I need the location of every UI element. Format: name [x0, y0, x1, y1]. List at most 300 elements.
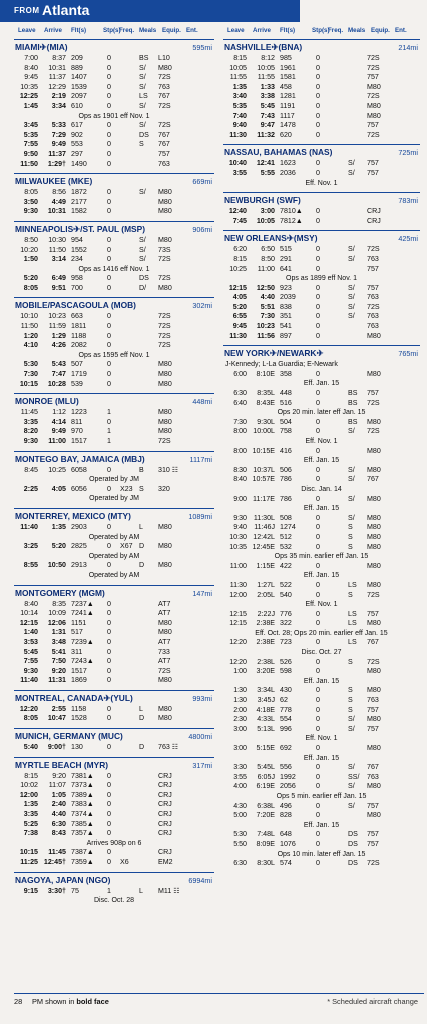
stops: 0	[316, 705, 320, 714]
schedule-note: Ops 35 min. earlier eff Jan. 15	[274, 553, 369, 561]
flight-number: 7812▲	[280, 216, 303, 225]
schedule-note: Disc. Jan. 14	[301, 485, 342, 493]
equipment: M80	[158, 704, 172, 713]
flight-row	[223, 802, 420, 812]
stops: 0	[316, 609, 320, 618]
meals: LS	[348, 580, 357, 589]
flight-row	[223, 64, 420, 74]
stops: 0	[107, 370, 111, 379]
stops: 0	[316, 168, 320, 177]
stops: 0	[316, 619, 320, 628]
meals: DS	[139, 130, 149, 139]
equipment: 757	[158, 149, 170, 158]
footer-rule	[14, 993, 424, 994]
flight-number: 811	[71, 417, 83, 426]
flight-number: 1961	[280, 63, 296, 72]
flight-number: 297	[71, 149, 83, 158]
flight-number: 700	[71, 283, 83, 292]
arrive-time: 3:34	[51, 101, 66, 110]
schedule-note: Operated by AM	[88, 571, 140, 579]
schedule-note: Ops as 1416 eff Nov. 1	[78, 265, 150, 273]
stops: 1	[107, 886, 111, 895]
flight-row	[223, 830, 420, 840]
meals: S	[348, 705, 353, 714]
leave-time: 9:45	[232, 322, 247, 331]
stops: 0	[316, 494, 320, 503]
stops: 0	[107, 235, 111, 244]
schedule-note: J-Kennedy; L-La Guardia; E-Newark	[225, 361, 338, 369]
header-ent: Ent.	[186, 27, 198, 34]
stops: 0	[107, 322, 111, 331]
equipment: M80	[158, 283, 172, 292]
stops: 0	[107, 676, 111, 685]
destination-section	[14, 297, 214, 389]
leave-time: 12:15	[229, 619, 247, 628]
equipment: 72S	[158, 331, 171, 340]
stops: 0	[107, 159, 111, 168]
flight-row	[14, 83, 214, 93]
arrive-time: 4:49	[51, 197, 66, 206]
equipment: M80	[367, 101, 381, 110]
destination-distance: 425mi	[398, 234, 418, 244]
arrive-time: 10:47	[47, 714, 66, 723]
leave-time: 3:55	[233, 772, 247, 781]
flight-row	[223, 83, 420, 93]
arrive-time: 10:30	[48, 235, 66, 244]
leave-time: 12:40	[228, 207, 247, 216]
arrive-time: 2:40	[51, 800, 66, 809]
flight-row	[223, 610, 420, 620]
meals: LS	[348, 638, 357, 647]
destination-header	[14, 174, 214, 188]
flight-row	[223, 811, 420, 821]
equipment: 757	[367, 121, 379, 130]
equipment: AT7	[158, 657, 171, 666]
equipment: M80	[158, 370, 172, 379]
leave-time: 5:45	[23, 647, 38, 656]
header-equip: Equip.	[162, 27, 181, 34]
leave-time: 3:53	[23, 637, 38, 646]
flight-row	[14, 628, 214, 638]
equipment: 757	[367, 159, 379, 168]
equipment: 72S	[367, 54, 380, 62]
stops: 0	[316, 657, 320, 666]
leave-time: 5:30	[23, 360, 38, 369]
stops: 0	[107, 781, 111, 790]
equipment: 757	[367, 609, 379, 618]
flight-row	[14, 370, 214, 380]
destination-section	[223, 345, 420, 868]
flight-row	[223, 543, 420, 553]
meals: S/	[139, 255, 146, 264]
meals: S/	[348, 763, 355, 772]
arrive-time: 8:35L	[257, 389, 275, 398]
leave-time: 11:30	[229, 331, 247, 340]
flight-number: 1478	[280, 121, 296, 130]
meals: BS	[348, 398, 358, 407]
stops: 0	[316, 245, 320, 254]
stops: 0	[107, 73, 111, 82]
flight-number: 6058	[71, 465, 87, 474]
equipment: 72S	[158, 437, 171, 445]
meals: DS	[348, 839, 358, 848]
leave-time: 10:35	[229, 542, 247, 551]
destination-header	[14, 758, 214, 772]
leave-time: 4:00	[233, 782, 247, 791]
arrive-time: 7:50	[51, 657, 66, 666]
flight-number: 838	[280, 302, 292, 311]
destination-distance: 1117mi	[189, 454, 212, 464]
stops: 0	[316, 724, 320, 733]
flight-number: 507	[71, 360, 83, 369]
equipment: 757	[367, 73, 379, 82]
arrive-time: 10:00L	[253, 427, 275, 436]
leave-time: 5:30	[233, 830, 247, 839]
equipment: 763	[158, 82, 170, 91]
meals: S/	[348, 245, 355, 254]
flight-number: 2913	[71, 561, 87, 570]
leave-time: 1:20	[23, 331, 38, 340]
stops: 0	[316, 264, 320, 273]
flight-number: 7383▲	[71, 800, 94, 809]
arrive-time: 9:20	[51, 666, 66, 675]
equipment: 72S	[367, 657, 380, 666]
equipment: 767	[158, 140, 170, 149]
meals: B	[139, 465, 144, 474]
meals: D	[139, 714, 145, 723]
arrive-time: 6:30	[51, 819, 66, 828]
arrive-time: 1:27L	[257, 580, 275, 589]
arrive-time: 10:09	[48, 609, 66, 618]
flight-row	[14, 131, 214, 141]
stops: 0	[316, 772, 320, 781]
stops: 0	[107, 207, 111, 216]
equipment: M80	[158, 714, 172, 723]
meals: S	[348, 590, 353, 599]
flight-number: 1117	[280, 111, 295, 120]
stops: 0	[316, 63, 320, 72]
arrive-time: 9:30L	[257, 417, 275, 426]
equipment: M80	[158, 207, 172, 216]
leave-time: 1:30	[233, 696, 247, 705]
meals: S/	[348, 283, 355, 292]
leave-time: 6:00	[233, 369, 247, 378]
flight-row	[223, 686, 420, 696]
stops: 0	[316, 130, 320, 139]
destination-distance: 214mi	[398, 43, 418, 52]
leave-time: 3:50	[23, 197, 38, 206]
flight-number: 448	[280, 389, 292, 398]
arrive-time: 9:20	[52, 771, 66, 780]
arrive-time: 8:30L	[257, 859, 275, 868]
destination-name: MILWAUKEE (MKE)	[15, 176, 93, 187]
stops: 0	[316, 532, 320, 541]
equipment: 767	[158, 92, 170, 101]
leave-time: 12:20	[19, 704, 38, 713]
schedule-note: Eff. Nov. 1	[305, 179, 338, 187]
stops: 0	[316, 811, 320, 820]
equipment: 763	[367, 254, 379, 263]
flight-row	[223, 658, 420, 668]
flight-row	[223, 725, 420, 735]
destination-section	[14, 508, 214, 581]
stops: 0	[316, 82, 320, 91]
arrive-time: 10:31	[48, 63, 66, 72]
stops: 0	[107, 599, 111, 608]
schedule-note: Operated by AM	[88, 552, 140, 560]
meals: S/	[348, 159, 355, 168]
stops: 0	[316, 159, 320, 168]
stops: 0	[316, 561, 320, 570]
flight-row	[14, 810, 214, 820]
flight-number: 416	[280, 446, 292, 455]
flight-row	[14, 705, 214, 715]
flight-row	[14, 619, 214, 629]
leave-time: 8:15	[233, 254, 247, 263]
header-meals: Meals	[139, 27, 157, 34]
flight-row	[14, 437, 214, 447]
equipment: M80	[158, 542, 172, 551]
schedule-note: Eff. Jan. 15	[303, 754, 340, 762]
stops: 0	[107, 819, 111, 828]
leave-time: 5:35	[23, 130, 38, 139]
schedule-note: Eff. Jan. 15	[303, 380, 340, 388]
arrive-time: 2:22J	[257, 609, 275, 618]
flight-row	[14, 466, 214, 476]
equipment: M80	[367, 446, 381, 455]
meals: S/	[348, 427, 355, 436]
header-freq: Freq.	[119, 27, 135, 34]
leave-time: 1:00	[233, 667, 247, 676]
meals: S/	[348, 302, 355, 311]
equipment: CRJ	[158, 810, 172, 819]
frequency: X23	[120, 484, 133, 493]
stops: 0	[107, 360, 111, 369]
flight-number: 1076	[280, 839, 296, 848]
meals: BS	[139, 54, 149, 62]
arrive-time: 3:14	[51, 255, 66, 264]
flight-row	[14, 121, 214, 131]
pm-note	[32, 997, 109, 1006]
flight-number: 209	[71, 54, 83, 62]
stops: 0	[107, 628, 111, 637]
stops: 0	[107, 647, 111, 656]
header-arrive: Arrive	[44, 27, 62, 34]
leave-time: 4:10	[23, 341, 38, 350]
arrive-time: 7:30	[260, 312, 275, 321]
stops: 0	[316, 207, 320, 216]
schedule-note: Operated by JM	[89, 476, 139, 484]
arrive-time: 6:49	[51, 274, 66, 283]
leave-time: 11:50	[20, 322, 38, 331]
leave-time: 6:30	[233, 389, 247, 398]
flight-number: 778	[280, 705, 292, 714]
stops: 0	[316, 398, 320, 407]
meals: DS	[139, 274, 149, 283]
leave-time: 12:15	[228, 283, 247, 292]
equipment: M80	[367, 465, 381, 474]
flight-row	[14, 418, 214, 428]
flight-number: 758	[280, 427, 292, 436]
flight-number: 1191	[280, 101, 296, 110]
flight-number: 522	[280, 580, 292, 589]
arrive-time: 5:33	[51, 121, 66, 130]
flight-row	[14, 800, 214, 810]
equipment: M80	[158, 360, 172, 369]
arrive-time: 8:50	[261, 254, 275, 263]
flight-number: 517	[71, 628, 83, 637]
leave-time: 10:40	[228, 159, 247, 168]
leave-time: 1:30	[233, 686, 247, 695]
equipment: M80	[367, 111, 381, 120]
schedule-note: Eff. Jan. 15	[303, 677, 340, 685]
equipment: 757	[367, 264, 379, 273]
stops: 0	[107, 609, 111, 618]
destination-distance: 669mi	[192, 177, 212, 187]
flight-row	[14, 561, 214, 571]
equipment: CRJ	[367, 207, 381, 216]
flight-row	[14, 427, 214, 437]
meals: S/	[348, 782, 355, 791]
flight-row	[223, 744, 420, 754]
equipment: EM2	[158, 858, 173, 866]
stops: 0	[316, 523, 320, 532]
stops: 0	[107, 743, 111, 752]
flight-row	[223, 284, 420, 294]
stops: 0	[107, 197, 111, 206]
destination-section	[223, 192, 420, 226]
leave-time: 5:35	[232, 101, 247, 110]
flight-row	[223, 399, 420, 409]
flight-row	[223, 859, 420, 869]
arrive-time: 6:19E	[256, 782, 275, 791]
destination-distance: 4800mi	[188, 732, 212, 742]
meals: S	[348, 686, 353, 695]
stops: 0	[107, 379, 111, 388]
arrive-time: 5:45	[260, 101, 275, 110]
arrive-time: 2:05L	[257, 590, 275, 599]
equipment: 72S	[367, 92, 380, 101]
stops: 0	[107, 771, 111, 780]
stops: 0	[316, 590, 320, 599]
flight-number: 1407	[71, 73, 87, 82]
leave-time: 5:40	[23, 743, 38, 752]
flight-number: 1151	[71, 618, 87, 627]
flight-row	[223, 92, 420, 102]
flight-row	[14, 791, 214, 801]
destination-section	[14, 451, 214, 504]
flight-number: 291	[280, 254, 292, 263]
arrive-time: 10:23	[48, 312, 66, 321]
arrive-time: 8:56	[52, 188, 66, 197]
flight-number: 954	[71, 235, 83, 244]
equipment: 757	[367, 705, 379, 714]
meals: S/	[139, 101, 146, 110]
destination-name: NEW YORK✈/NEWARK✈	[224, 348, 324, 359]
flight-row	[14, 380, 214, 390]
header-stops: Stp(s)	[103, 27, 121, 34]
stops: 1	[107, 427, 111, 436]
arrive-time: 3:20E	[256, 667, 275, 676]
flight-number: 7239▲	[71, 637, 94, 646]
destination-header	[14, 452, 214, 466]
equipment: M80	[367, 667, 381, 676]
flight-number: 902	[71, 130, 83, 139]
destination-section	[14, 39, 214, 169]
stops: 0	[316, 859, 320, 868]
equipment: M80	[158, 188, 172, 197]
flight-number: 422	[280, 561, 292, 570]
flight-row	[14, 341, 214, 351]
stops: 0	[316, 465, 320, 474]
flight-number: 516	[280, 398, 292, 407]
arrive-time: 11:17E	[253, 494, 275, 503]
header-ent: Ent.	[395, 27, 407, 34]
stops: 0	[107, 484, 111, 493]
destination-section	[223, 39, 420, 140]
stops: 0	[107, 101, 111, 110]
arrive-time: 12:50	[256, 283, 275, 292]
flight-number: 996	[280, 724, 292, 733]
arrive-time: 1:12	[52, 408, 66, 417]
flight-number: 7359▲	[71, 858, 94, 866]
flight-row	[14, 246, 214, 256]
destination-section	[14, 393, 214, 446]
flight-number: 1552	[71, 245, 87, 254]
destination-distance: 147mi	[192, 588, 212, 598]
meals: D	[139, 561, 145, 570]
equipment: 72S	[158, 73, 171, 82]
flight-row	[14, 858, 214, 868]
stops: 0	[107, 465, 111, 474]
flight-number: 7389▲	[71, 790, 94, 799]
destination-header	[223, 231, 420, 245]
flight-number: 7385▲	[71, 819, 94, 828]
arrive-time: 4:14	[51, 417, 66, 426]
stops: 0	[316, 542, 320, 551]
meals: DS	[348, 830, 358, 839]
arrive-time: 12:06	[47, 618, 66, 627]
schedule-note: Eff. Oct. 28; Ops 20 min. earlier eff Jan. 15	[255, 629, 388, 637]
flight-row	[223, 773, 420, 783]
meals: S	[139, 484, 144, 493]
equipment: M80	[367, 494, 381, 503]
equipment: M80	[158, 561, 172, 570]
flight-row	[14, 648, 214, 658]
frequency: X67	[120, 542, 133, 551]
leave-time: 2:25	[23, 484, 38, 493]
stops: 0	[107, 417, 111, 426]
stops: 0	[316, 696, 320, 705]
equipment: CRJ	[367, 216, 381, 225]
equipment: M80	[158, 427, 172, 436]
flight-row	[14, 274, 214, 284]
flight-number: 776	[280, 609, 292, 618]
arrive-time: 10:50	[47, 561, 66, 570]
flight-row	[223, 447, 420, 457]
equipment: M80	[367, 811, 381, 820]
flight-number: 504	[280, 417, 292, 426]
flight-number: 598	[280, 667, 292, 676]
flight-row	[14, 485, 214, 495]
arrive-time: 1:29†	[47, 159, 66, 168]
leave-time: 9:30	[23, 437, 38, 445]
stops: 0	[316, 302, 320, 311]
schedule-note: Disc. Oct. 28	[93, 897, 135, 905]
flight-number: 1811	[71, 322, 87, 331]
schedule-note: Ops 10 min. later eff Jan. 15	[277, 850, 366, 858]
flight-row	[14, 198, 214, 208]
